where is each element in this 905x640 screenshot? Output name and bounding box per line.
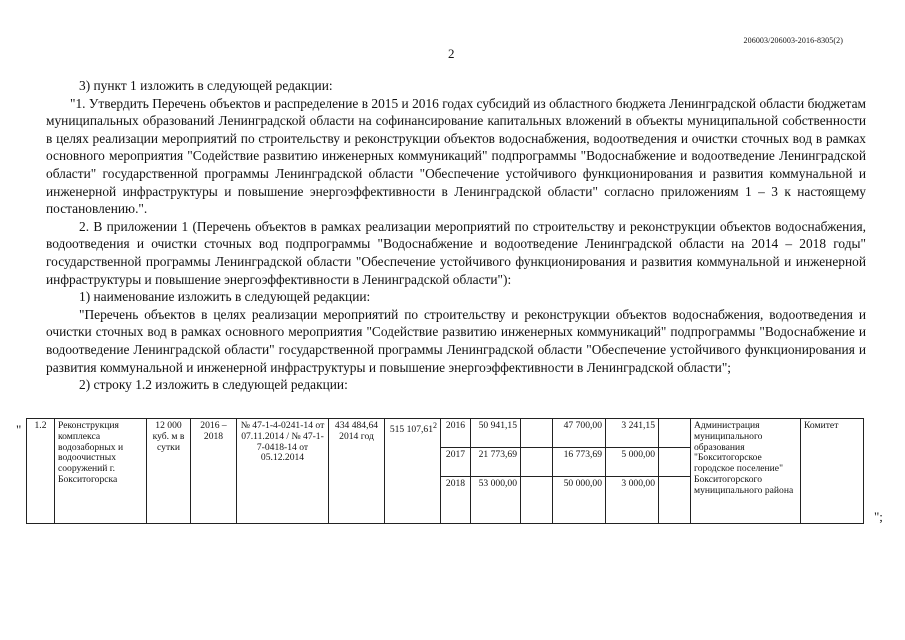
estimated-cost: 434 484,64 2014 год xyxy=(329,419,385,524)
empty-cell xyxy=(659,448,691,477)
document-id: 206003/206003-2016-8305(2) xyxy=(743,36,843,45)
paragraph-quote-1: "1. Утвердить Перечень объектов и распределение в 2015 и 2016 годах субсидий из областного бюджета Ленинградской области бюджетам муниципальных образований Ленинградской области на софинансирование капитальных вложений в объекты муниципальной собственности в целях реализации мероприятий по строительству и реконструкции объектов водоснабжения, водоотведения и очистки сточных вод в рамках основного мероприятия "Содействие развитию инженерных коммуникаций" подпрограммы "Водоснабжение и водоотведение Ленинградской области" государственной программы Ленинградской области "Обеспечение устойчивого функционирования и развития коммунальной и инженерной инфраструктуры и повышение энергоэффективности в Ленинградской области" согласно приложениям 1 – 3 к настоящему постановлению.". xyxy=(46,95,866,217)
year-cell: 2018 xyxy=(441,477,471,524)
table-row xyxy=(27,419,864,448)
empty-cell xyxy=(521,419,553,448)
paragraph-item3: 3) пункт 1 изложить в следующей редакции: xyxy=(79,78,333,93)
capacity: 12 000 куб. м в сутки xyxy=(147,419,191,524)
document-body xyxy=(46,77,866,394)
paragraph-subitem1: 1) наименование изложить в следующей редакции: xyxy=(79,289,371,305)
regional-budget: 50 000,00 xyxy=(553,477,606,524)
row-number: 1.2 xyxy=(27,419,55,524)
paragraph-item2: 2. В приложении 1 (Перечень объектов в рамках реализации мероприятий по строительству и реконструкции объектов водоснабжения, водоотведения и очистки сточных вод подпрограммы "Водоснабжение и водоотведение Ленинградской области на 2014 – 2018 годы" государственной программы Ленинградской области "Обеспечение устойчивого функционирования и развития коммунальной и инженерной инфраструктуры и повышение энергоэффективности в Ленинградской области"): xyxy=(46,218,866,287)
empty-cell xyxy=(521,448,553,477)
year-total: 50 941,15 xyxy=(471,419,521,448)
year-total: 21 773,69 xyxy=(471,448,521,477)
paragraph-subitem2: 2) строку 1.2 изложить в следующей редакции: xyxy=(79,377,348,393)
objects-table xyxy=(26,418,864,524)
construction-period: 2016 – 2018 xyxy=(191,419,237,524)
empty-cell xyxy=(659,477,691,524)
empty-cell xyxy=(659,419,691,448)
year-cell: 2016 xyxy=(441,419,471,448)
object-name: Реконструкция комплекса водозаборных и водоочистных сооружений г. Бокситогорска xyxy=(55,419,147,524)
regional-budget: 47 700,00 xyxy=(553,419,606,448)
recipient: Администрация муниципального образования "Бокситогорское городское поселение" Бокситогорского муниципального района xyxy=(691,419,801,524)
page-number: 2 xyxy=(448,46,455,61)
table-close-quote: "; xyxy=(874,509,883,524)
local-budget: 3 241,15 xyxy=(606,419,659,448)
year-cell: 2017 xyxy=(441,448,471,477)
paragraph-list-title: "Перечень объектов в целях реализации мероприятий по строительству и реконструкции объектов водоснабжения, водоотведения и очистки сточных вод в рамках основного мероприятия "Содействие развитию инженерных коммуникаций" подпрограммы "Водоснабжение и водоотведение Ленинградской области" государственной программы Ленинградской области "Обеспечение устойчивого функционирования и развития коммунальной и инженерной инфраструктуры и повышение энергоэффективности в Ленинградской области"; xyxy=(46,306,866,375)
empty-cell xyxy=(521,477,553,524)
total-cost: 515 107,61$^2$ xyxy=(385,419,441,524)
local-budget: 3 000,00 xyxy=(606,477,659,524)
regional-budget: 16 773,69 xyxy=(553,448,606,477)
local-budget: 5 000,00 xyxy=(606,448,659,477)
responsible: Комитет xyxy=(801,419,864,524)
year-total: 53 000,00 xyxy=(471,477,521,524)
table-open-quote: " xyxy=(16,422,22,437)
expertise-number: № 47-1-4-0241-14 от 07.11.2014 / № 47-1-7-0418-14 от 05.12.2014 xyxy=(237,419,329,524)
